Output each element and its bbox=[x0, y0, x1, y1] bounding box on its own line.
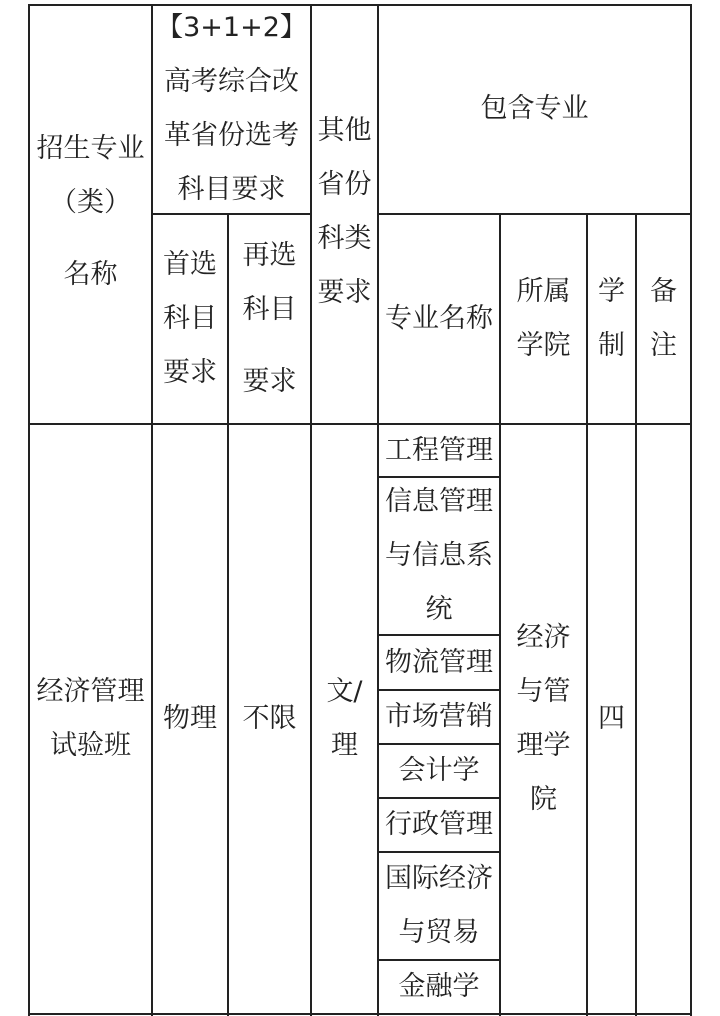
header-text: 招生专业 bbox=[36, 133, 145, 164]
major-item bbox=[379, 745, 499, 797]
major-item bbox=[379, 853, 499, 959]
cell-text: 工程管理 bbox=[385, 434, 493, 466]
grid-line bbox=[690, 4, 692, 1016]
cell-text: 试验班 bbox=[50, 730, 131, 761]
header-program-name bbox=[30, 104, 151, 320]
header-text: 学院 bbox=[516, 330, 571, 361]
header-duration bbox=[588, 215, 635, 423]
major-item bbox=[379, 636, 499, 689]
cell-text: 会计学 bbox=[398, 755, 480, 786]
header-text: 要求 bbox=[163, 357, 217, 388]
header-text: 备 bbox=[650, 276, 677, 307]
cell-text: 不限 bbox=[242, 703, 297, 734]
cell-text: 与贸易 bbox=[398, 917, 480, 948]
program-name-cell bbox=[30, 425, 151, 1013]
header-text: 注 bbox=[650, 330, 677, 361]
header-major-name bbox=[379, 215, 499, 423]
header-text: 其他 bbox=[317, 115, 372, 146]
college-cell bbox=[501, 425, 586, 1013]
header-text: 制 bbox=[598, 330, 625, 361]
header-text: 专业名称 bbox=[385, 303, 493, 334]
header-text: 科类 bbox=[317, 223, 372, 254]
header-text: 首选 bbox=[163, 249, 217, 280]
header-text: 【3+1+2】 bbox=[156, 11, 307, 43]
cell-text: 市场营销 bbox=[385, 701, 493, 732]
major-item bbox=[379, 691, 499, 743]
header-subject-requirement-group bbox=[153, 4, 310, 213]
cell-text: 四 bbox=[598, 703, 625, 734]
other-province-cell bbox=[312, 425, 377, 1013]
header-text: 名称 bbox=[63, 259, 118, 290]
grid-line bbox=[28, 1013, 692, 1015]
cell-text: 信息管理 bbox=[385, 486, 493, 517]
header-text: 高考综合改 bbox=[164, 65, 299, 97]
cell-text: 与管 bbox=[516, 676, 571, 707]
cell-text: 理学 bbox=[516, 730, 571, 761]
header-text: 包含专业 bbox=[480, 92, 589, 124]
header-other-provinces bbox=[312, 104, 377, 320]
cell-text: 统 bbox=[425, 594, 453, 625]
cell-text: 院 bbox=[530, 784, 557, 815]
header-text: 要求 bbox=[242, 366, 297, 397]
cell-text: 行政管理 bbox=[385, 809, 493, 840]
cell-text: 理 bbox=[331, 730, 358, 761]
major-item bbox=[379, 478, 499, 634]
cell-text: 经济 bbox=[516, 622, 571, 653]
first-choice-cell bbox=[153, 425, 227, 1013]
header-text: 科目 bbox=[242, 294, 297, 325]
cell-text: 物流管理 bbox=[385, 646, 493, 678]
header-text: 再选 bbox=[242, 240, 297, 271]
major-item bbox=[379, 961, 499, 1013]
major-item bbox=[379, 425, 499, 476]
cell-text: 文/ bbox=[326, 676, 363, 707]
header-reselect-subject bbox=[229, 215, 310, 423]
header-text: 科目要求 bbox=[177, 173, 286, 205]
header-text: 科目 bbox=[163, 303, 217, 334]
cell-text: 与信息系 bbox=[385, 540, 493, 571]
header-college bbox=[501, 215, 586, 423]
header-text: （类） bbox=[50, 187, 131, 218]
header-text: 省份 bbox=[317, 169, 372, 200]
header-first-choice-subject bbox=[153, 215, 227, 423]
header-text: 要求 bbox=[317, 277, 372, 308]
reselect-cell bbox=[229, 425, 310, 1013]
remarks-cell bbox=[637, 425, 690, 1013]
header-included-majors bbox=[379, 4, 690, 213]
cell-text: 经济管理 bbox=[36, 676, 145, 707]
header-text: 学 bbox=[598, 276, 625, 307]
cell-text: 国际经济 bbox=[385, 863, 493, 894]
header-remarks bbox=[637, 215, 690, 423]
header-text: 所属 bbox=[516, 276, 571, 307]
cell-text: 金融学 bbox=[398, 971, 480, 1002]
header-text: 革省份选考 bbox=[164, 119, 299, 151]
cell-text: 物理 bbox=[163, 703, 217, 734]
duration-cell bbox=[588, 425, 635, 1013]
major-item bbox=[379, 799, 499, 851]
